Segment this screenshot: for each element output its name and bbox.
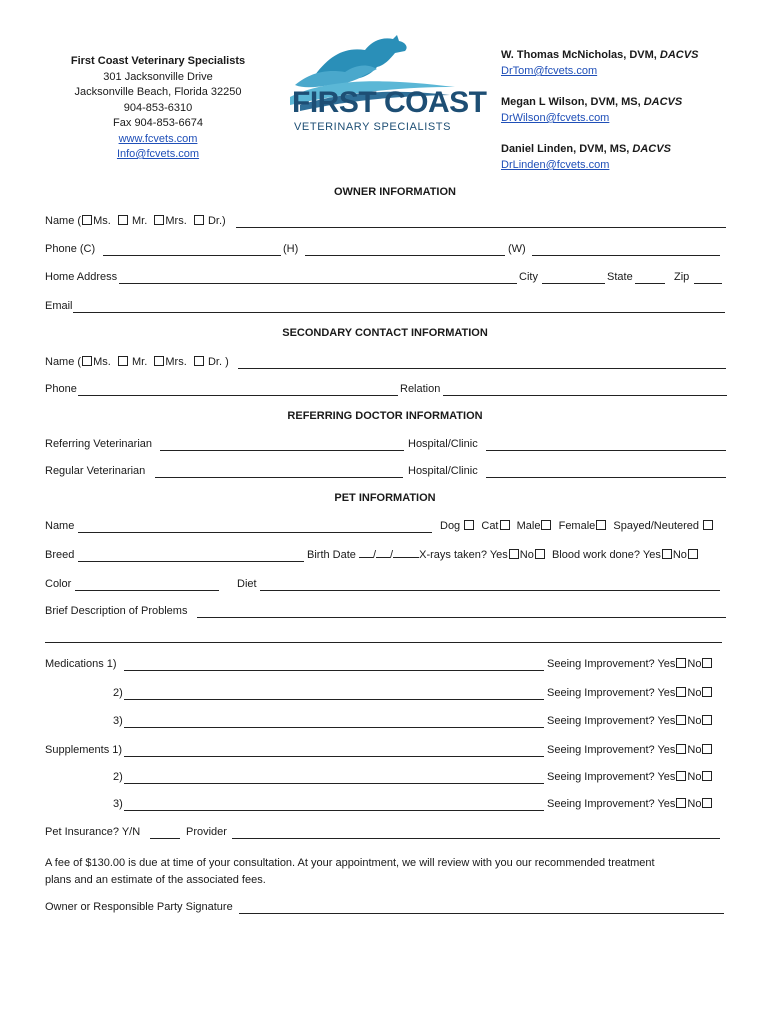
pet-name-label: Name xyxy=(45,520,75,532)
practice-name: First Coast Veterinary Specialists xyxy=(70,55,246,67)
supp-label-3: 3) xyxy=(113,798,123,810)
owner-dr-checkbox[interactable] xyxy=(194,215,204,225)
pet-spayed-label: Spayed/Neutered xyxy=(613,520,700,532)
pet-problems-field-1[interactable] xyxy=(197,617,726,618)
pet-xray-no-checkbox[interactable] xyxy=(535,549,545,559)
meds-field-1[interactable] xyxy=(124,670,544,671)
supp-no-label-1: No xyxy=(687,744,702,756)
logo-subtext: VETERINARY SPECIALISTS xyxy=(294,121,452,133)
pet-birth-row: Birth Date / / X-rays taken? Yes No Blood work done? Yes No xyxy=(307,549,699,561)
owner-mrs-label: Mrs. xyxy=(165,215,187,227)
pet-color-field[interactable] xyxy=(75,590,219,591)
doctor-name-2: Megan L Wilson, DVM, MS, DACVS xyxy=(501,96,683,108)
supp-field-1[interactable] xyxy=(124,756,544,757)
owner-name-row xyxy=(45,215,226,227)
owner-state-field[interactable] xyxy=(635,283,665,284)
supp-improve-yes-2[interactable] xyxy=(676,771,686,781)
pet-problems-label: Brief Description of Problems xyxy=(45,605,188,617)
owner-dr-label: Dr.) xyxy=(207,215,226,227)
doctor-name-1: W. Thomas McNicholas, DVM, DACVS xyxy=(501,49,699,61)
pet-diet-label: Diet xyxy=(237,578,257,590)
secondary-name-row xyxy=(45,356,229,368)
pet-breed-field[interactable] xyxy=(78,561,304,562)
owner-state-label: State xyxy=(607,271,633,283)
pet-dog-checkbox[interactable] xyxy=(464,520,474,530)
owner-mrs-checkbox[interactable] xyxy=(154,215,164,225)
owner-phone-h-field[interactable] xyxy=(305,255,505,256)
supp-improve-1 xyxy=(547,744,713,756)
meds-improve-no-1[interactable] xyxy=(702,658,712,668)
meds-no-label-3: No xyxy=(687,715,702,727)
meds-field-2[interactable] xyxy=(124,699,544,700)
meds-label-3: 3) xyxy=(113,715,123,727)
referring-section-title: REFERRING DOCTOR INFORMATION xyxy=(287,410,483,422)
owner-address-field[interactable] xyxy=(119,283,517,284)
pet-provider-label: Provider xyxy=(186,826,227,838)
owner-city-field[interactable] xyxy=(542,283,605,284)
secondary-section-title: SECONDARY CONTACT INFORMATION xyxy=(282,327,488,339)
owner-address-label: Home Address xyxy=(45,271,118,283)
pet-color-label: Color xyxy=(45,578,72,590)
pet-diet-field[interactable] xyxy=(260,590,720,591)
owner-zip-field[interactable] xyxy=(694,283,722,284)
practice-address1: 301 Jacksonville Drive xyxy=(103,71,213,83)
owner-section-title: OWNER INFORMATION xyxy=(333,186,456,198)
owner-ms-label: Ms. xyxy=(93,215,111,227)
supp-no-label-3: No xyxy=(687,798,702,810)
regular-hospital-label: Hospital/Clinic xyxy=(408,465,478,477)
supp-no-label-2: No xyxy=(687,771,702,783)
owner-email-field[interactable] xyxy=(73,312,725,313)
meds-label-2: 2) xyxy=(113,687,123,699)
meds-improve-1 xyxy=(547,658,713,670)
owner-mr-checkbox[interactable] xyxy=(118,215,128,225)
pet-birth-label: Birth Date xyxy=(307,549,356,561)
doctor-email-link-1[interactable]: DrTom@fcvets.com xyxy=(501,65,598,77)
owner-phone-w-label: (W) xyxy=(508,243,526,255)
practice-address2: Jacksonville Beach, Florida 32250 xyxy=(74,86,242,98)
meds-improve-yes-1[interactable] xyxy=(676,658,686,668)
pet-blood-no-checkbox[interactable] xyxy=(688,549,698,559)
secondary-name-label: Name ( xyxy=(45,356,82,368)
signature-field[interactable] xyxy=(239,913,724,914)
supp-improve-yes-1[interactable] xyxy=(676,744,686,754)
pet-breed-label: Breed xyxy=(45,549,75,561)
supp-improve-label-1: Seeing Improvement? Yes xyxy=(547,744,676,756)
meds-field-3[interactable] xyxy=(124,727,544,728)
supp-improve-3 xyxy=(547,798,713,810)
pet-xray-label: X-rays taken? Yes xyxy=(419,549,508,561)
owner-phone-c-label: Phone (C) xyxy=(45,243,96,255)
pet-dog-label: Dog xyxy=(440,520,461,532)
fee-note-line-2: plans and an estimate of the associated fees. xyxy=(45,874,266,886)
meds-improve-no-2[interactable] xyxy=(702,687,712,697)
owner-phone-w-field[interactable] xyxy=(532,255,720,256)
meds-improve-2 xyxy=(547,687,713,699)
supp-improve-no-1[interactable] xyxy=(702,744,712,754)
meds-no-label-1: No xyxy=(687,658,702,670)
owner-ms-checkbox[interactable] xyxy=(82,215,92,225)
pet-species-sex-row xyxy=(440,520,714,532)
supp-field-3[interactable] xyxy=(124,810,544,811)
pet-provider-field[interactable] xyxy=(232,838,720,839)
meds-improve-label-2: Seeing Improvement? Yes xyxy=(547,687,676,699)
owner-name-label: Name ( xyxy=(45,215,82,227)
supp-improve-no-2[interactable] xyxy=(702,771,712,781)
meds-label-1: Medications 1) xyxy=(45,658,117,670)
owner-name-field[interactable] xyxy=(236,227,726,228)
referring-vet-label: Referring Veterinarian xyxy=(45,438,153,450)
regular-hospital-field[interactable] xyxy=(486,477,726,478)
supp-improve-label-3: Seeing Improvement? Yes xyxy=(547,798,676,810)
secondary-ms-label: Ms. xyxy=(93,356,111,368)
owner-email-label: Email xyxy=(45,300,73,312)
doctor-name-3: Daniel Linden, DVM, MS, DACVS xyxy=(501,143,671,155)
supp-improve-yes-3[interactable] xyxy=(676,798,686,808)
pet-female-label: Female xyxy=(558,520,596,532)
pet-insurance-field[interactable] xyxy=(150,838,180,839)
signature-label: Owner or Responsible Party Signature xyxy=(45,901,233,913)
owner-city-label: City xyxy=(519,271,538,283)
owner-phone-c-field[interactable] xyxy=(103,255,281,256)
pet-male-label: Male xyxy=(516,520,541,532)
secondary-ms-checkbox[interactable] xyxy=(82,356,92,366)
secondary-name-field[interactable] xyxy=(238,368,726,369)
pet-blood-yes-checkbox[interactable] xyxy=(662,549,672,559)
meds-no-label-2: No xyxy=(687,687,702,699)
pet-name-field[interactable] xyxy=(78,532,432,533)
secondary-mr-checkbox[interactable] xyxy=(118,356,128,366)
pet-spayed-checkbox[interactable] xyxy=(703,520,713,530)
meds-improve-label-3: Seeing Improvement? Yes xyxy=(547,715,676,727)
pet-cat-label: Cat xyxy=(481,520,499,532)
meds-improve-3 xyxy=(547,715,713,727)
secondary-dr-label: Dr. ) xyxy=(207,356,229,368)
referring-vet-field[interactable] xyxy=(160,450,404,451)
supp-label-1: Supplements 1) xyxy=(45,744,123,756)
secondary-dr-checkbox[interactable] xyxy=(194,356,204,366)
owner-phone-h-label: (H) xyxy=(283,243,299,255)
supp-improve-no-3[interactable] xyxy=(702,798,712,808)
supp-label-2: 2) xyxy=(113,771,123,783)
practice-web-link[interactable]: www.fcvets.com xyxy=(118,133,198,145)
meds-improve-yes-2[interactable] xyxy=(676,687,686,697)
doctor-email-link-3[interactable]: DrLinden@fcvets.com xyxy=(501,159,610,171)
doctor-email-link-2[interactable]: DrWilson@fcvets.com xyxy=(501,112,610,124)
pet-cat-checkbox[interactable] xyxy=(500,520,510,530)
secondary-relation-label: Relation xyxy=(400,383,441,395)
logo-text: FIRST COAST xyxy=(292,86,487,119)
regular-vet-label: Regular Veterinarian xyxy=(45,465,146,477)
pet-xray-no-label: No xyxy=(519,549,534,561)
secondary-mr-label: Mr. xyxy=(131,356,148,368)
practice-email-link[interactable]: Info@fcvets.com xyxy=(116,148,200,160)
fee-note-line-1: A fee of $130.00 is due at time of your consultation. At your appointment, we will review with you our recommended treatment xyxy=(45,857,655,869)
pet-female-checkbox[interactable] xyxy=(596,520,606,530)
owner-zip-label: Zip xyxy=(674,271,690,283)
secondary-phone-field[interactable] xyxy=(78,395,398,396)
pet-male-checkbox[interactable] xyxy=(541,520,551,530)
secondary-mrs-label: Mrs. xyxy=(165,356,187,368)
practice-fax: Fax 904-853-6674 xyxy=(113,117,203,129)
secondary-phone-label: Phone xyxy=(45,383,77,395)
regular-vet-field[interactable] xyxy=(155,477,403,478)
pet-section-title: PET INFORMATION xyxy=(334,492,436,504)
meds-improve-label-1: Seeing Improvement? Yes xyxy=(547,658,676,670)
owner-mr-label: Mr. xyxy=(131,215,148,227)
referring-hospital-field[interactable] xyxy=(486,450,726,451)
secondary-mrs-checkbox[interactable] xyxy=(154,356,164,366)
supp-improve-label-2: Seeing Improvement? Yes xyxy=(547,771,676,783)
supp-improve-2 xyxy=(547,771,713,783)
pet-problems-field-2[interactable] xyxy=(45,642,722,643)
secondary-relation-field[interactable] xyxy=(443,395,727,396)
meds-improve-no-3[interactable] xyxy=(702,715,712,725)
practice-phone: 904-853-6310 xyxy=(123,102,193,114)
pet-xray-yes-checkbox[interactable] xyxy=(509,549,519,559)
pet-blood-label: Blood work done? Yes xyxy=(551,549,661,561)
supp-field-2[interactable] xyxy=(124,783,544,784)
pet-insurance-label: Pet Insurance? Y/N xyxy=(45,826,141,838)
referring-hospital-label: Hospital/Clinic xyxy=(408,438,478,450)
meds-improve-yes-3[interactable] xyxy=(676,715,686,725)
pet-blood-no-label: No xyxy=(672,549,687,561)
